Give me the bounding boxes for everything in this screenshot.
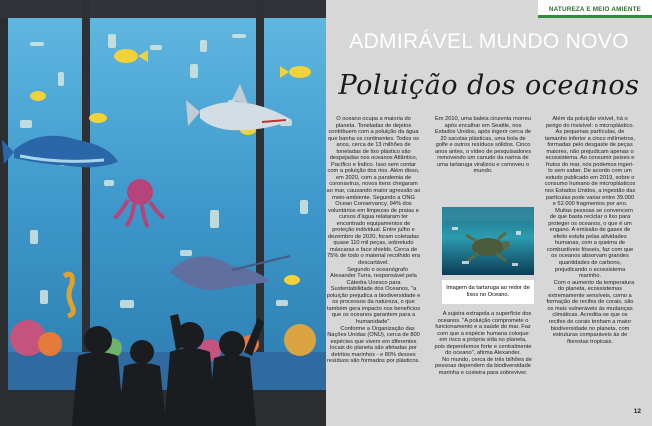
photo-caption: Imagem da tartaruga ao redor de lixos no Oceano. (442, 280, 534, 304)
page-title: Poluição dos oceanos (338, 70, 640, 101)
section-label: NATUREZA E MEIO AMIENTE (548, 5, 642, 13)
page-number: 12 (633, 408, 641, 415)
paragraph: Segundo o oceanógrafo Alexander Turra, responsável pela Cátedra Unesco para Sustentabilidade dos Oceanos, "a poluição prejudica a biodiversidade e os processos da natureza, o que também gera impacto nos benefícios que os oceanos garantem para a humanidade". (326, 266, 421, 325)
article-column-2 (434, 116, 532, 175)
paragraph: No mundo, cerca de três bilhões de pessoas dependem da biodiversidade marinha e costeira para sobreviver. (435, 356, 532, 376)
article-page (326, 0, 652, 426)
kicker-heading: ADMIRÁVEL MUNDO NOVO (349, 30, 629, 53)
turtle-photo (442, 207, 534, 275)
paragraph: Em 2010, uma baleia cinzenta morreu após encalhar em Seattle, nos Estados Unidos, após ingerir cerca de 20 sacolas plásticas, uma bola de golfe e outros resíduos sólidos. Cinco anos antes, o vídeo de pesquisadores removendo um canudo da narina de uma tartaruga viralizou e comoveu o mundo. (434, 116, 532, 175)
article-column-1 (326, 116, 421, 365)
section-tag (538, 0, 652, 18)
paragraph: Com o aumento da temperatura do planeta, ecossistemas extremamente sensíveis, como a formação de recifes de corais, são os mais vulneráveis às mudanças climáticas. Acredita-se que os recifes de corais tenham a maior biodiversidade no planeta, com estruturas comparáveis às de florestas tropicais. (546, 279, 635, 345)
paragraph: A sujeira extrapola a superfície dos oceanos. "A poluição compromete o funcionamento e a saúde do mar. Faz com que a espécie humana coloque em risco a própria vida no planeta, pois dependemos forte e centralmente do oceano", afirma Alexander. (434, 311, 532, 357)
article-column-3 (544, 116, 636, 345)
paragraph: Além da poluição visível, há o perigo do invisível: o microplástico. As pequenas partículas, de tamanho inferior a cinco milímetros, formadas pelo desgaste de peças maiores, não prejudicam apenas o ecossistema. Ao consumir peixes e frutos do mar, nós podemos ingeri-lo sem saber. De acordo com um estudo publicado em 2019, sobre o consumo humano de microplásticos nos Estados Unidos, a ingestão das partículas pode variar entre 39.000 e 52.000 fragmentos por ano. (544, 116, 636, 208)
paragraph: O oceano ocupa a maioria do planeta. Toneladas de dejetos contribuem com a poluição da água que banha os continentes. Todos os anos, cerca de 13 milhões de toneladas de lixo plástico são despejadas nos oceanos Atlântico, Pacífico e Índico. Isso sem contar com a poluição dos rios. Além disso, em 2020, com a pandemia de coronavírus, novos itens chegaram ao mar, causando maior agressão ao meio-ambiente. Segundo a ONG Ocean Conservancy, 94% dos voluntários em limpezas de praias e cursos d'água relataram ter encontrado equipamentos de proteção individual. Entre julho e dezembro de 2020, foram coletadas quase 110 mil peças, sobretudo máscaras e face shields. Cerca de 75% de todo o material recolhido era descartável. (326, 116, 421, 267)
paragraph: Conforme a Organização das Nações Unidas (ONU), cerca de 800 espécies que vivem em diferentes locais do planeta são afetadas por detritos marinhos - e 80% desses resíduos são formados por plásticos. (327, 325, 420, 365)
paragraph: Muitas pessoas se convencem de que basta reciclar o lixo para proteger os oceanos, o que é um engano. A emissão de gases de efeito estufa pelas atividades humanas, com a queima de combustíveis fósseis, faz com que os oceanos absorvam grandes quantidades de carbono, prejudicando o ecossistema marinho. (546, 207, 634, 280)
section-underline (538, 15, 652, 18)
article-column-2-continued (434, 311, 532, 376)
